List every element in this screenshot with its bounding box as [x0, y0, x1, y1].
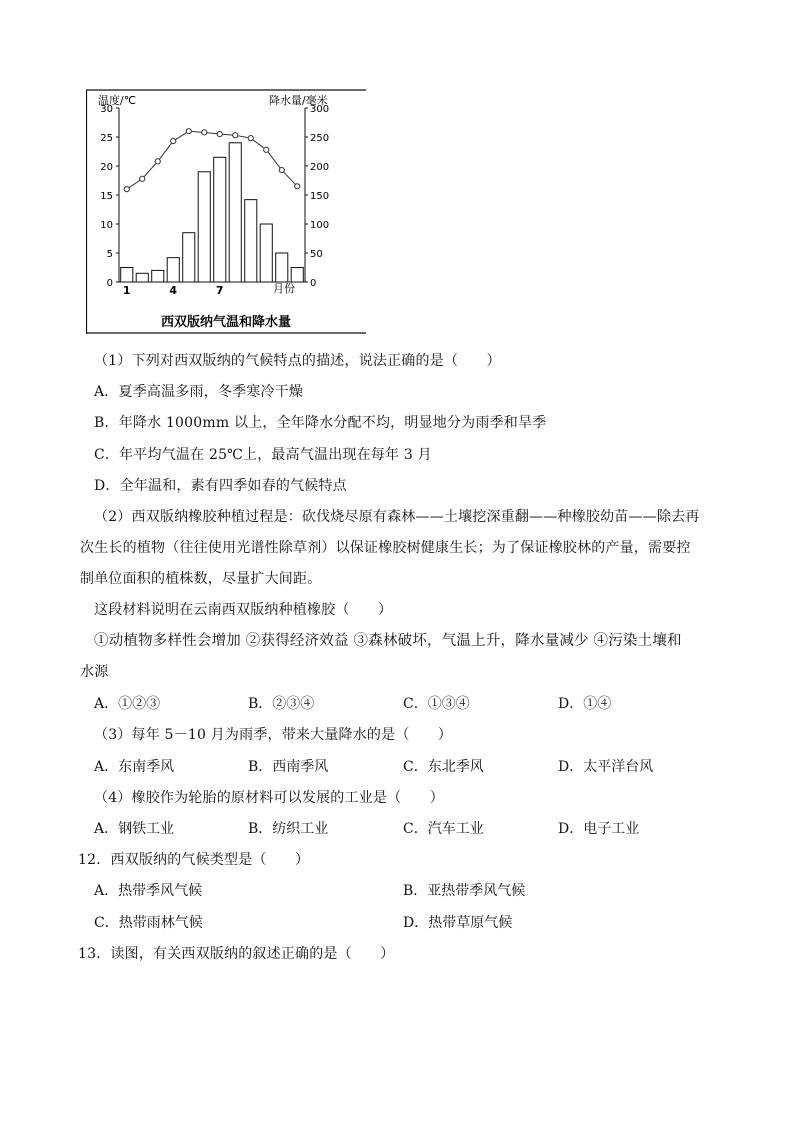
temperature-point — [233, 133, 238, 138]
x-tick-label: 1 — [122, 284, 131, 297]
q11-sub2-statements-line-1: ①动植物多样性会增加 ②获得经济效益 ③森林破坏，气温上升，降水量减少 ④污染土壤和 — [94, 633, 682, 649]
q13-stem: 13．读图，有关西双版纳的叙述正确的是（ ） — [78, 946, 395, 962]
q11-sub4-stem: （4）橡胶作为轮胎的原材料可以发展的工业是（ ） — [94, 790, 444, 806]
y-left-axis-label: 温度/℃ — [98, 94, 137, 107]
precip-bar — [121, 268, 133, 283]
q11-sub2-question: 这段材料说明在云南西双版纳种植橡胶（ ） — [94, 602, 393, 618]
temperature-point — [155, 159, 160, 164]
y-left-tick-label: 25 — [100, 133, 113, 144]
temperature-point — [186, 129, 191, 134]
y-right-tick-label: 250 — [310, 133, 330, 144]
temperature-line — [127, 131, 298, 189]
q12-option-b[interactable]: B．亚热带季风气候 — [403, 883, 526, 899]
q12-option-a[interactable]: A．热带季风气候 — [94, 883, 203, 899]
q11-sub1-option-d[interactable]: D．全年温和，素有四季如春的气候特点 — [94, 478, 347, 494]
y-left-tick-label: 5 — [106, 249, 113, 260]
q11-sub3-option-d[interactable]: D．太平洋台风 — [558, 759, 654, 775]
x-axis-unit-label: 月份 — [273, 282, 295, 295]
precip-bar — [291, 268, 303, 283]
q11-sub2-option-b[interactable]: B．②③④ — [248, 696, 315, 712]
q11-sub2-option-d[interactable]: D．①④ — [558, 696, 612, 712]
precip-bar — [214, 157, 226, 282]
y-right-tick-label: 300 — [310, 104, 330, 115]
q12-option-c[interactable]: C．热带雨林气候 — [94, 915, 203, 931]
y-left-tick-label: 30 — [100, 104, 113, 115]
q11-sub2-stem-line-3: 制单位面积的植株数，尽量扩大间距。 — [80, 571, 322, 587]
y-right-tick-label: 150 — [310, 191, 330, 202]
temperature-point — [248, 136, 253, 141]
temperature-point — [140, 176, 145, 181]
temperature-point — [295, 184, 300, 189]
precip-bar — [260, 224, 272, 282]
precip-bar — [276, 253, 288, 282]
q11-sub1-option-c[interactable]: C．年平均气温在 25℃上，最高气温出现在每年 3 月 — [94, 447, 432, 463]
temperature-point — [124, 187, 129, 192]
y-right-tick-label: 0 — [310, 278, 317, 289]
q11-sub3-option-c[interactable]: C．东北季风 — [403, 759, 484, 775]
temperature-point — [264, 147, 269, 152]
temperature-point — [202, 130, 207, 135]
temperature-point — [171, 138, 176, 143]
x-tick-label: 4 — [169, 284, 178, 297]
q11-sub3-stem: （3）每年 5－10 月为雨季，带来大量降水的是（ ） — [94, 727, 453, 743]
y-left-tick-label: 20 — [100, 162, 113, 173]
q11-sub1-option-b[interactable]: B．年降水 1000mm 以上，全年降水分配不均，明显地分为雨季和旱季 — [94, 415, 547, 431]
q11-sub1-stem: （1）下列对西双版纳的气候特点的描述，说法正确的是（ ） — [94, 353, 501, 369]
precip-bar — [183, 233, 195, 282]
q11-sub2-statements-line-2: 水源 — [80, 664, 109, 680]
y-right-tick-label: 200 — [310, 162, 330, 173]
q11-sub2-stem-line-1: （2）西双版纳橡胶种植过程是：砍伐烧尽原有森林——土壤挖深重翻——种橡胶幼苗——除去再 — [94, 509, 700, 525]
q11-sub4-option-c[interactable]: C．汽车工业 — [403, 821, 484, 837]
q11-sub3-option-a[interactable]: A．东南季风 — [94, 759, 175, 775]
q11-sub4-option-b[interactable]: B．纺织工业 — [248, 821, 329, 837]
q11-sub1-option-a[interactable]: A．夏季高温多雨，冬季寒冷干燥 — [94, 384, 304, 400]
q11-sub3-option-b[interactable]: B．西南季风 — [248, 759, 329, 775]
temperature-point — [279, 167, 284, 172]
climate-chart — [86, 88, 366, 334]
q11-sub4-option-a[interactable]: A．钢铁工业 — [94, 821, 175, 837]
q12-stem: 12．西双版纳的气候类型是（ ） — [78, 852, 310, 868]
q11-sub2-option-c[interactable]: C．①③④ — [403, 696, 470, 712]
q11-sub2-stem-line-2: 次生长的植物（往往使用光谱性除草剂）以保证橡胶树健康生长；为了保证橡胶林的产量，需要控 — [80, 540, 691, 556]
x-tick-label: 7 — [215, 284, 224, 297]
y-left-tick-label: 15 — [100, 191, 113, 202]
precip-bar — [152, 270, 164, 282]
precip-bar — [136, 273, 148, 282]
chart-marks — [100, 104, 329, 297]
precip-bar — [245, 200, 257, 282]
chart-title: 西双版纳气温和降水量 — [160, 315, 292, 330]
precip-bar — [198, 172, 210, 282]
climate-chart-svg — [86, 88, 366, 334]
y-right-axis-label: 降水量/毫米 — [269, 94, 328, 107]
q11-sub2-option-a[interactable]: A．①②③ — [94, 696, 161, 712]
y-right-tick-label: 100 — [310, 220, 330, 231]
precip-bar — [229, 143, 241, 282]
q12-option-d[interactable]: D．热带草原气候 — [403, 915, 513, 931]
q11-sub4-option-d[interactable]: D．电子工业 — [558, 821, 640, 837]
y-left-tick-label: 0 — [106, 278, 113, 289]
precip-bar — [167, 258, 179, 282]
temperature-point — [217, 132, 222, 137]
y-right-tick-label: 50 — [310, 249, 323, 260]
y-left-tick-label: 10 — [100, 220, 113, 231]
